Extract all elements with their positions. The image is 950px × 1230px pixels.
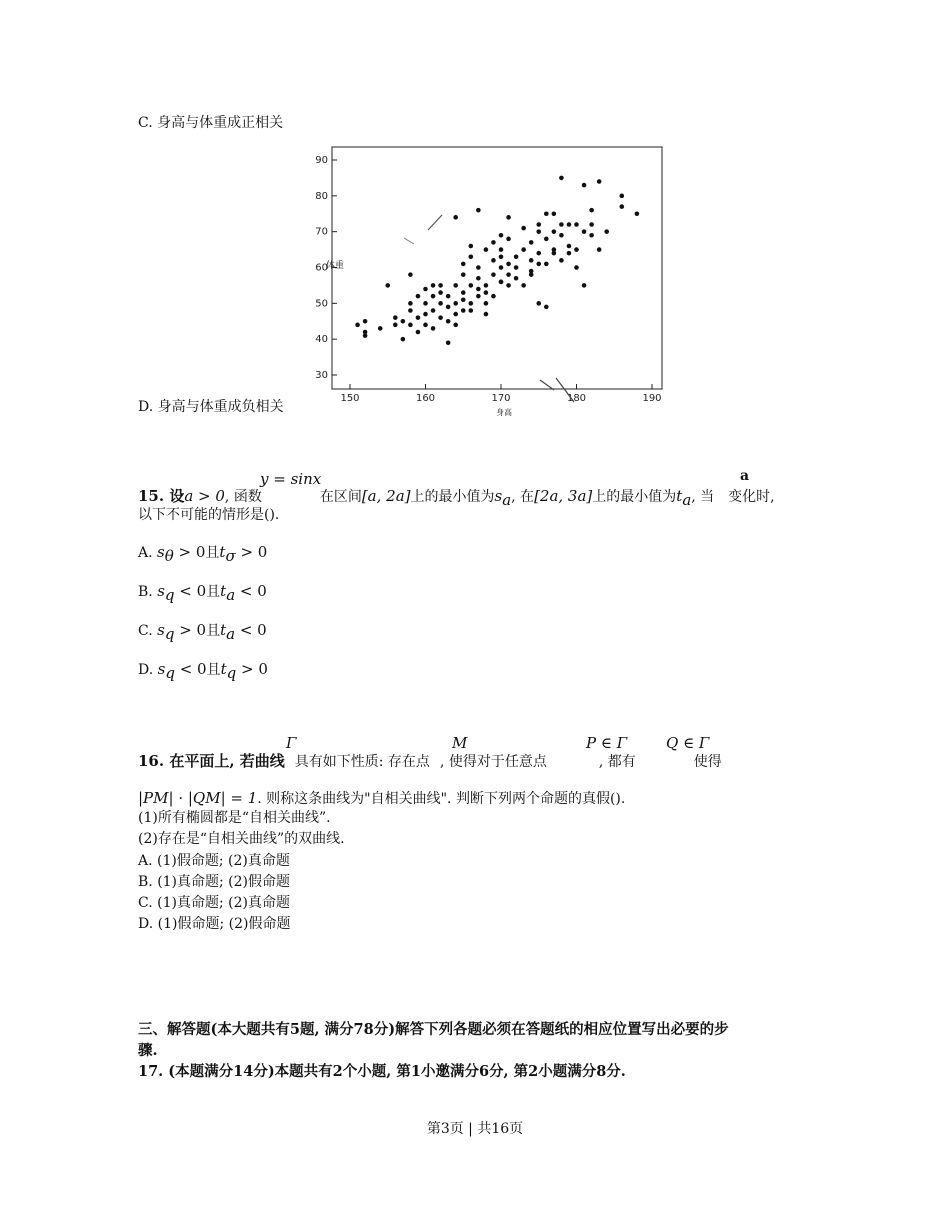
- data-point: [514, 254, 519, 259]
- data-point: [559, 233, 564, 238]
- x-tick-label: 170: [491, 393, 511, 404]
- data-point: [461, 262, 466, 267]
- data-point: [506, 283, 511, 288]
- data-point: [536, 222, 541, 227]
- data-point: [431, 326, 436, 331]
- data-point: [461, 290, 466, 295]
- data-point: [363, 319, 368, 324]
- data-point: [431, 308, 436, 313]
- data-point: [536, 301, 541, 306]
- y-tick-label: 30: [315, 370, 328, 381]
- data-point: [567, 222, 572, 227]
- data-point: [446, 340, 451, 345]
- data-point: [484, 312, 489, 317]
- scatter-points: [355, 176, 639, 345]
- data-point: [431, 283, 436, 288]
- data-point: [506, 237, 511, 242]
- data-point: [567, 251, 572, 256]
- data-point: [620, 194, 625, 199]
- data-point: [499, 254, 504, 259]
- data-point: [604, 229, 609, 234]
- data-point: [514, 265, 519, 270]
- data-point: [393, 323, 398, 328]
- q16-option-a: A. (1)假命题; (2)真命题: [138, 853, 290, 869]
- y-tick-label: 90: [315, 155, 328, 166]
- data-point: [536, 251, 541, 256]
- data-point: [597, 247, 602, 252]
- data-point: [438, 301, 443, 306]
- data-point: [469, 308, 474, 313]
- data-point: [476, 265, 481, 270]
- data-point: [408, 323, 413, 328]
- x-tick-label: 150: [340, 393, 360, 404]
- data-point: [491, 240, 496, 245]
- data-point: [378, 326, 383, 331]
- data-point: [408, 301, 413, 306]
- data-point: [536, 229, 541, 234]
- data-point: [484, 290, 489, 295]
- y-tick-label: 40: [315, 334, 328, 346]
- data-point: [574, 247, 579, 252]
- data-point: [499, 265, 504, 270]
- data-point: [559, 176, 564, 181]
- data-point: [484, 247, 489, 252]
- data-point: [423, 301, 428, 306]
- q16-line2: |PM| · |QM| = 1. 则称这条曲线为"自相关曲线". 判断下列两个命题的真假().: [138, 789, 626, 807]
- y-tick-label: 80: [315, 190, 328, 202]
- data-point: [461, 272, 466, 277]
- x-axis-label: 身高: [496, 408, 512, 417]
- data-point: [506, 215, 511, 220]
- data-point: [582, 183, 587, 188]
- data-point: [431, 294, 436, 299]
- data-point: [491, 258, 496, 263]
- data-point: [582, 229, 587, 234]
- x-axis-ticks: [340, 384, 661, 404]
- data-point: [529, 240, 534, 245]
- q15-function: y = sinx: [260, 470, 322, 488]
- data-point: [469, 244, 474, 249]
- data-point: [484, 283, 489, 288]
- data-point: [544, 237, 549, 242]
- data-point: [453, 301, 458, 306]
- q16-line1: 16. 在平面上, 若曲线 具有如下性质: 存在点 , 使得对于任意点 , 都有 使得: [138, 752, 722, 770]
- section3-heading-line2: 骤.: [138, 1042, 158, 1059]
- q15-option-c: C. $s_q > 0$且$t_a < 0$: [138, 621, 267, 643]
- data-point: [499, 247, 504, 252]
- data-point: [552, 251, 557, 256]
- y-tick-label: 70: [315, 226, 328, 238]
- x-tick-label: 160: [415, 393, 436, 404]
- y-tick-label: 50: [315, 298, 328, 310]
- data-point: [544, 262, 549, 267]
- y-tick-label: 60: [315, 262, 328, 274]
- data-point: [529, 258, 534, 263]
- data-point: [385, 283, 390, 288]
- data-point: [363, 333, 368, 338]
- data-point: [461, 297, 466, 302]
- data-point: [469, 283, 474, 288]
- q15-option-d: D. $s_q < 0$且$t_q > 0$: [138, 660, 268, 682]
- data-point: [453, 323, 458, 328]
- data-point: [401, 337, 406, 342]
- q15-option-a: A. $s_\theta > 0$且$t_\sigma > 0$: [138, 543, 268, 565]
- q16-point-m: M: [452, 734, 468, 752]
- data-point: [574, 265, 579, 270]
- data-point: [438, 315, 443, 320]
- q16-statement-2: (2)存在是“自相关曲线”的双曲线.: [138, 831, 345, 847]
- data-point: [438, 283, 443, 288]
- data-point: [536, 262, 541, 267]
- data-point: [355, 323, 360, 328]
- data-point: [461, 308, 466, 313]
- data-point: [453, 283, 458, 288]
- data-point: [506, 262, 511, 267]
- data-point: [469, 301, 474, 306]
- height-weight-scatter-chart: [315, 140, 668, 422]
- data-point: [491, 294, 496, 299]
- scan-mark: [428, 215, 442, 230]
- data-point: [476, 208, 481, 213]
- data-point: [544, 211, 549, 216]
- x-tick-label: 180: [566, 393, 587, 404]
- q16-q-in-gamma: Q ∈ Γ: [666, 734, 710, 752]
- q16-option-d: D. (1)假命题; (2)假命题: [138, 916, 291, 932]
- data-point: [589, 233, 594, 238]
- data-point: [446, 305, 451, 310]
- q15-line2: 以下不可能的情形是().: [138, 507, 280, 523]
- data-point: [416, 315, 421, 320]
- q15-option-b: B. $s_q < 0$且$t_a < 0$: [138, 582, 267, 604]
- data-point: [416, 330, 421, 335]
- data-point: [589, 222, 594, 227]
- data-point: [589, 208, 594, 213]
- plot-frame: [332, 147, 662, 389]
- data-point: [469, 254, 474, 259]
- data-point: [521, 283, 526, 288]
- data-point: [401, 319, 406, 324]
- data-point: [423, 287, 428, 292]
- data-point: [521, 226, 526, 231]
- x-tick-label: 190: [642, 393, 662, 404]
- data-point: [514, 276, 519, 281]
- data-point: [635, 211, 640, 216]
- data-point: [552, 211, 557, 216]
- q14-option-c: C. 身高与体重成正相关: [138, 115, 284, 131]
- page-number: 第3页 | 共16页: [426, 1121, 524, 1137]
- q16-statement-1: (1)所有椭圆都是“自相关曲线”.: [138, 810, 331, 826]
- q17-header: 17. (本题满分14分)本题共有2个小题, 第1小邀满分6分, 第2小题满分8分.: [138, 1063, 626, 1080]
- data-point: [620, 204, 625, 209]
- data-point: [446, 294, 451, 299]
- data-point: [559, 222, 564, 227]
- data-point: [476, 287, 481, 292]
- data-point: [453, 312, 458, 317]
- data-point: [506, 272, 511, 277]
- data-point: [476, 276, 481, 281]
- data-point: [476, 294, 481, 299]
- data-point: [544, 305, 549, 310]
- q15-a-variable: a: [740, 468, 750, 484]
- q15-line1: 15. 设a > 0, 函数 在区间[a, 2a]上的最小值为$s_a$, 在[2a, 3a]上的最小值为$t_a$, 当 变化时,: [138, 487, 775, 509]
- data-point: [529, 269, 534, 274]
- data-point: [423, 312, 428, 317]
- data-point: [408, 308, 413, 313]
- data-point: [559, 258, 564, 263]
- q16-option-b: B. (1)真命题; (2)假命题: [138, 874, 291, 890]
- data-point: [574, 222, 579, 227]
- q16-gamma: Γ: [286, 734, 297, 752]
- data-point: [567, 244, 572, 249]
- data-point: [582, 283, 587, 288]
- q16-p-in-gamma: P ∈ Γ: [586, 734, 628, 752]
- data-point: [597, 179, 602, 184]
- q14-option-d: D. 身高与体重成负相关: [138, 399, 284, 415]
- data-point: [438, 290, 443, 295]
- data-point: [393, 315, 398, 320]
- data-point: [484, 301, 489, 306]
- data-point: [408, 272, 413, 277]
- y-axis-label: 体重: [326, 261, 345, 271]
- data-point: [446, 319, 451, 324]
- data-point: [491, 272, 496, 277]
- data-point: [453, 215, 458, 220]
- data-point: [499, 280, 504, 285]
- scan-mark: [404, 238, 414, 244]
- section3-heading-line1: 三、解答题(本大题共有5题, 满分78分)解答下列各题必须在答题纸的相应位置写出必要的步: [138, 1021, 729, 1038]
- data-point: [499, 233, 504, 238]
- data-point: [416, 294, 421, 299]
- data-point: [552, 229, 557, 234]
- data-point: [423, 323, 428, 328]
- data-point: [521, 247, 526, 252]
- q16-option-c: C. (1)真命题; (2)真命题: [138, 895, 290, 911]
